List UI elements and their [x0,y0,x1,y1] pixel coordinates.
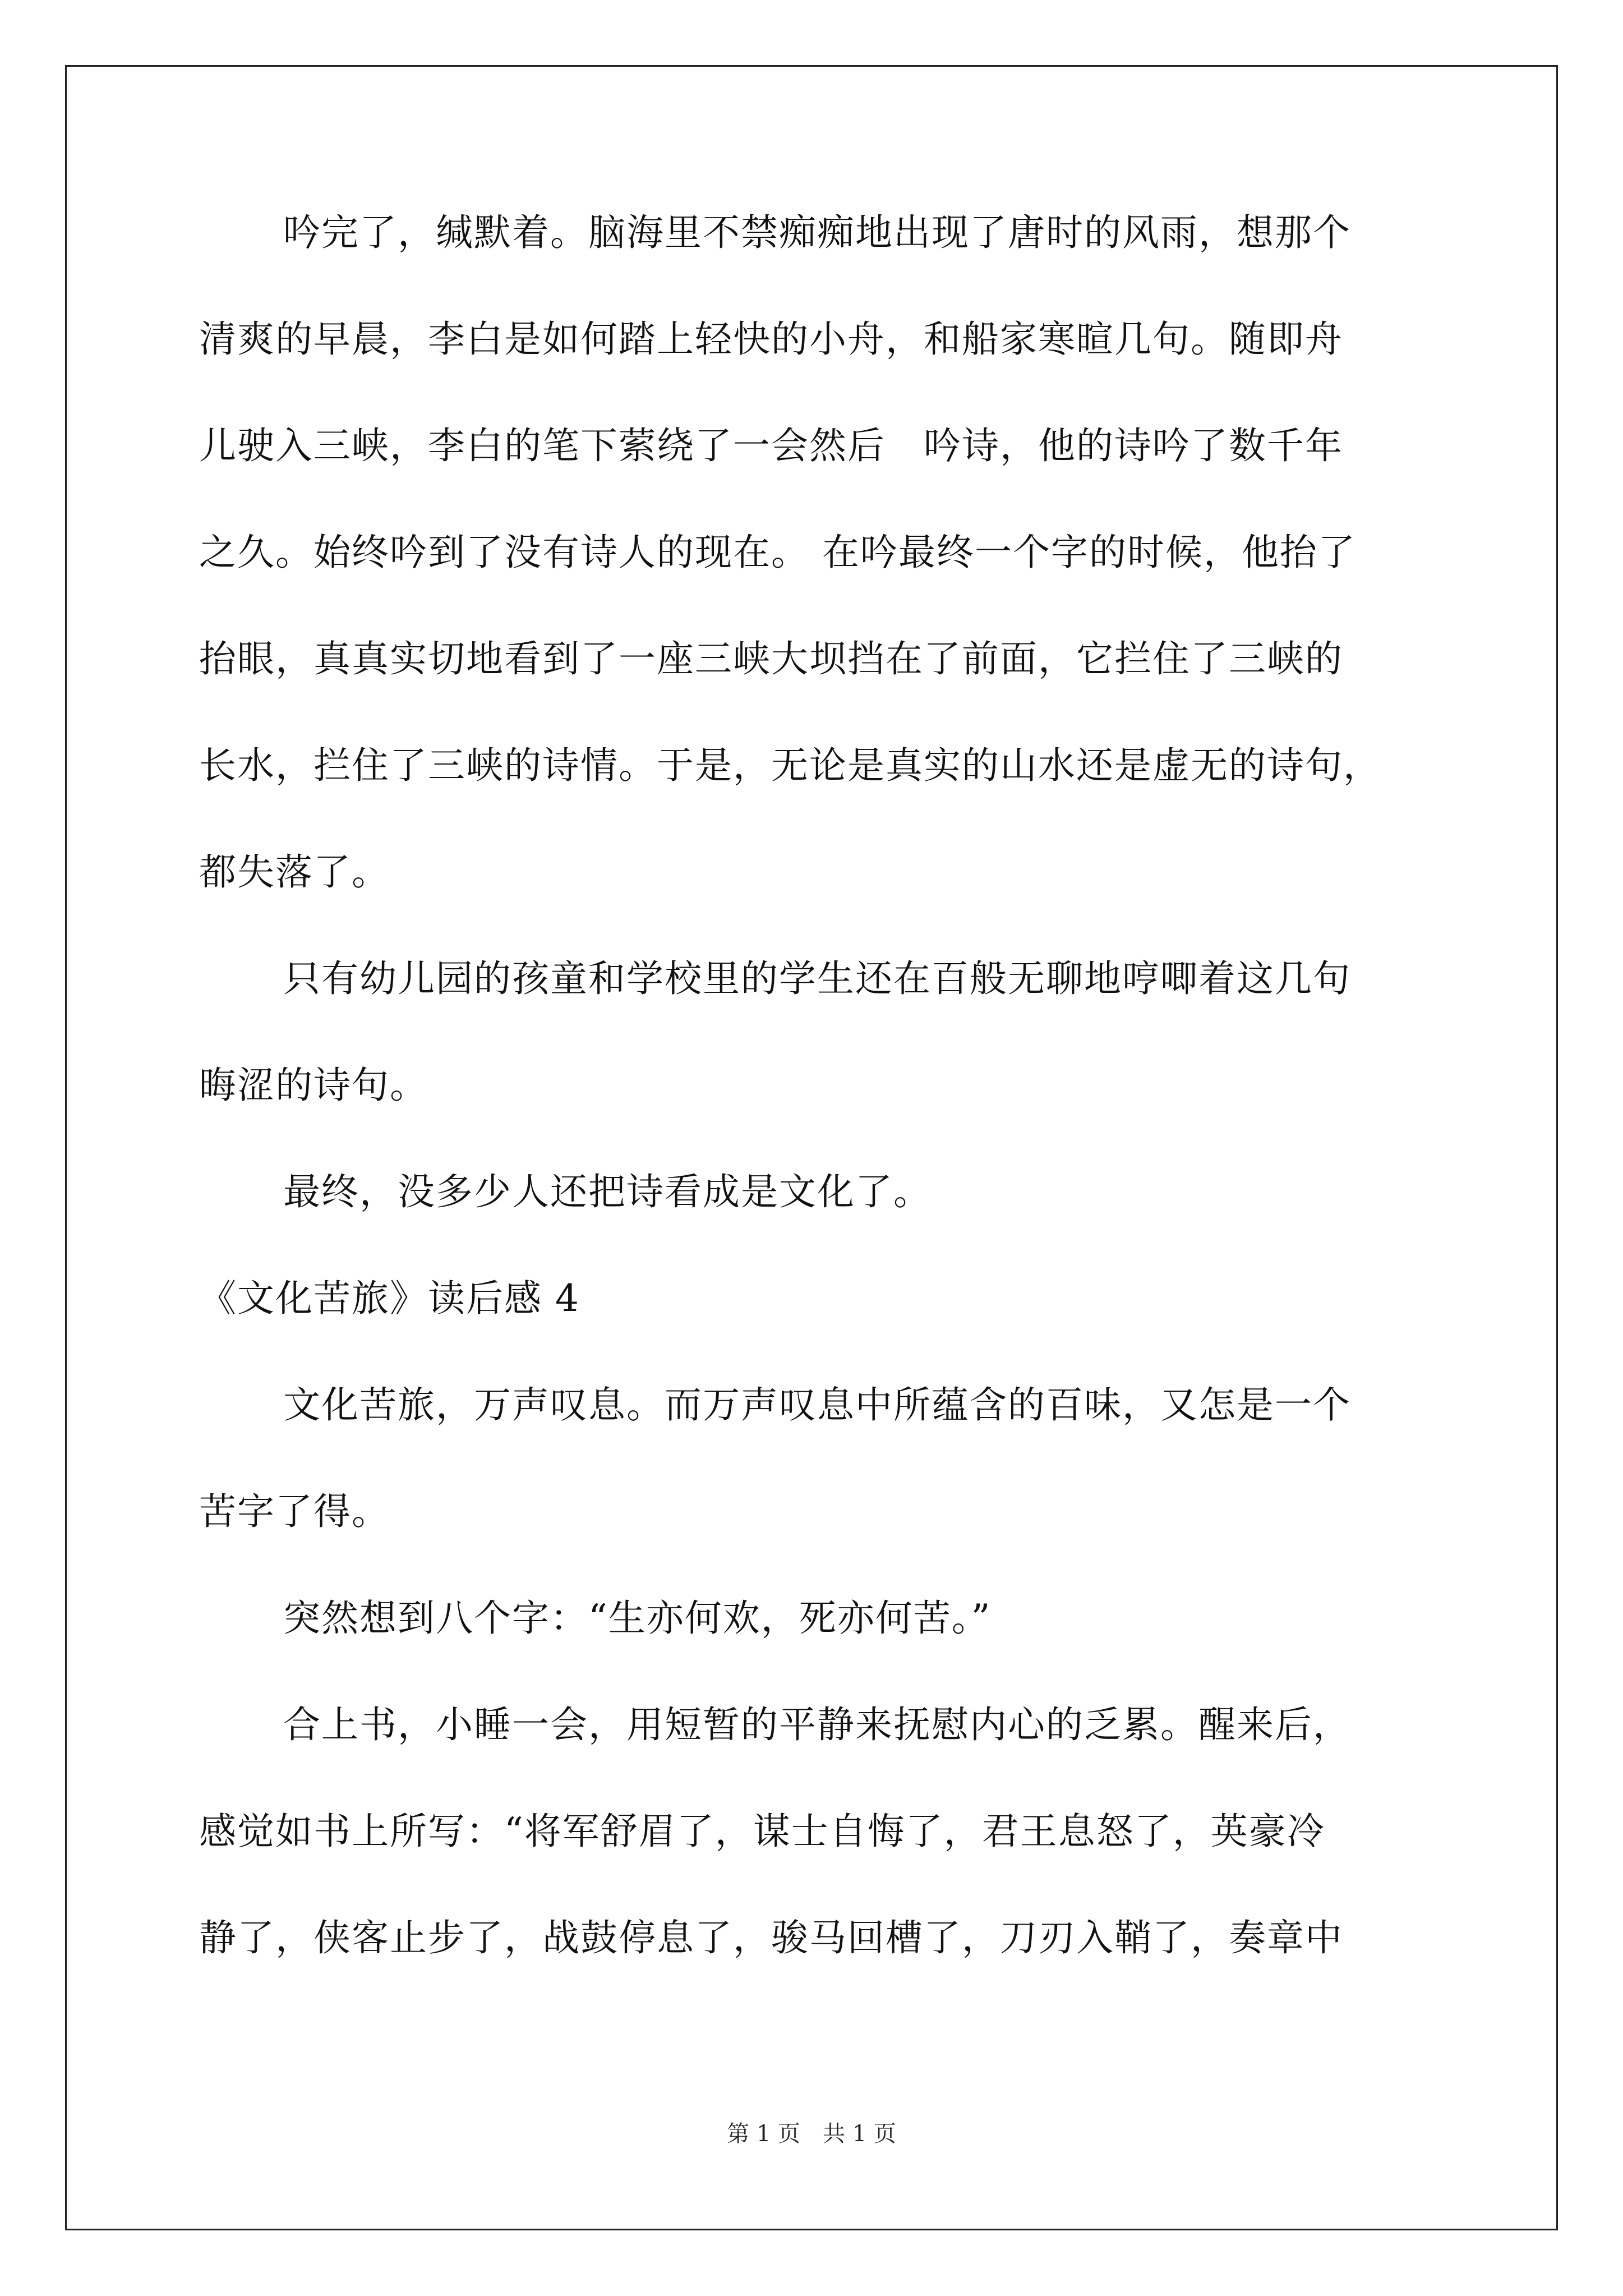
text-line: 感觉如书上所写：“将军舒眉了，谋士自悔了，君王息怒了，英豪冷 [199,1810,1325,1853]
text-line: 合上书，小睡一会，用短暂的平静来抚慰内心的乏累。醒来后， [283,1703,1351,1746]
text-line: 晦涩的诗句。 [199,1064,428,1107]
page-number-footer: 第 1 页 共 1 页 [727,2121,896,2147]
text-line: 长水，拦住了三峡的诗情。于是，无论是真实的山水还是虚无的诗句， [199,744,1381,787]
text-line: 抬眼，真真实切地看到了一座三峡大坝挡在了前面，它拦住了三峡的 [199,637,1343,680]
section-title: 《文化苦旅》读后感 4 [199,1277,580,1320]
text-line: 苦字了得。 [199,1490,390,1533]
text-line: 只有幼儿园的孩童和学校里的学生还在百般无聊地哼唧着这几句 [283,957,1351,1000]
text-line: 突然想到八个字：“生亦何欢，死亦何苦。” [283,1596,992,1640]
text-line: 静了，侠客止步了，战鼓停息了，骏马回槽了，刀刃入鞘了，奏章中 [199,1916,1343,1959]
text-line: 文化苦旅，万声叹息。而万声叹息中所蕴含的百味，又怎是一个 [283,1383,1351,1427]
text-line: 之久。始终吟到了没有诗人的现在。 在吟最终一个字的时候，他抬了 [199,531,1356,574]
text-line: 清爽的早晨，李白是如何踏上轻快的小舟，和船家寒暄几句。随即舟 [199,318,1343,361]
text-line: 都失落了。 [199,850,390,894]
text-line: 儿驶入三峡，李白的笔下萦绕了一会然后 吟诗，他的诗吟了数千年 [199,424,1343,467]
text-line: 吟完了，缄默着。脑海里不禁痴痴地出现了唐时的风雨，想那个 [283,211,1351,254]
text-line: 最终，没多少人还把诗看成是文化了。 [283,1170,932,1213]
